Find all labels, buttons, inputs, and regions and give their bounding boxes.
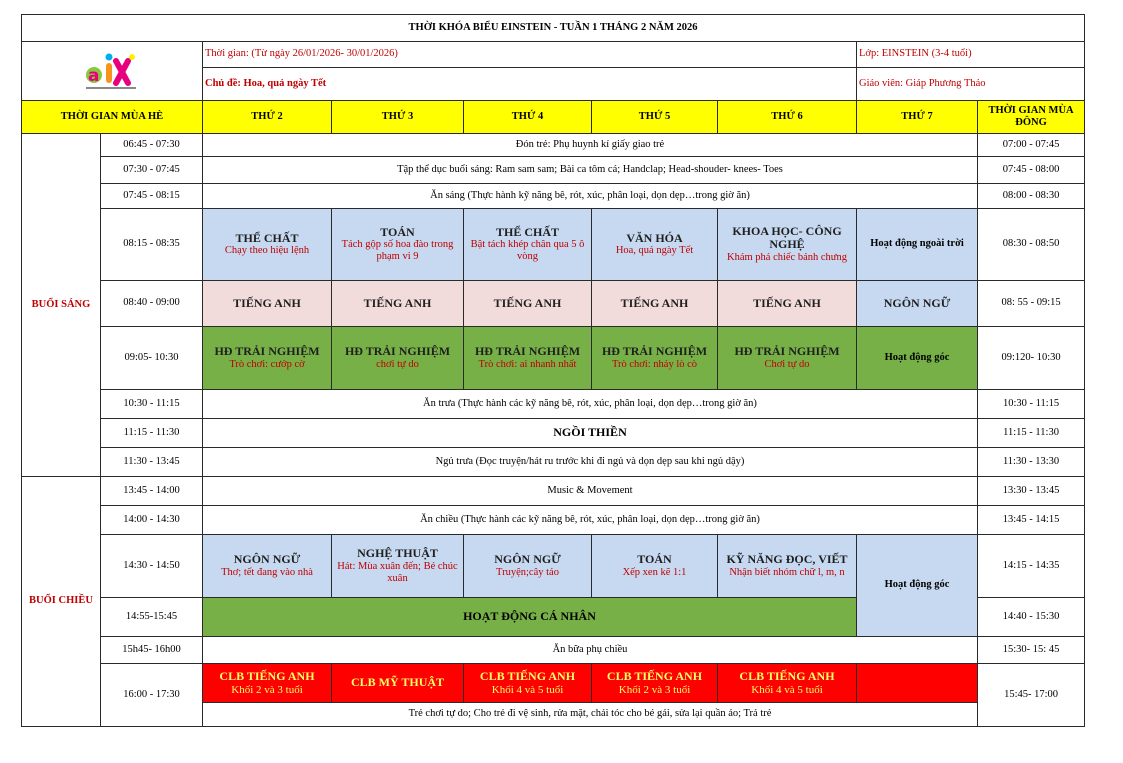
club-name: CLB TIẾNG ANH: [219, 668, 315, 683]
club-cell: [203, 664, 332, 703]
lesson-subject: TOÁN: [380, 224, 415, 239]
club-note: Khối 4 và 5 tuổi: [491, 683, 564, 696]
header-day: THỨ 3: [332, 101, 464, 134]
summer-time: 14:55-15:45: [101, 598, 203, 637]
lesson-note: Trò chơi: nhảy lò cò: [611, 358, 698, 370]
lesson-subject: TIẾNG ANH: [753, 295, 821, 310]
lesson-subject: NGÔN NGỮ: [883, 295, 951, 310]
summer-time: 11:15 - 11:30: [101, 419, 203, 448]
logo-cell: [22, 42, 203, 101]
table-row: [22, 664, 1085, 703]
lesson-subject: HĐ TRẢI NGHIỆM: [601, 344, 708, 359]
summer-time: 14:30 - 14:50: [101, 535, 203, 598]
table-row: [22, 134, 1085, 157]
activity: Ăn chiều (Thực hành các kỹ năng bê, rót, xúc, phân loại, dọn dẹp…trong giờ ăn): [203, 506, 978, 535]
activity: Music & Movement: [203, 477, 978, 506]
lesson-subject: TIẾNG ANH: [493, 295, 562, 310]
lesson-subject: NGÔN NGỮ: [233, 552, 301, 567]
lesson-subject: TOÁN: [637, 552, 672, 567]
lesson-cell: [718, 209, 857, 281]
lesson-cell: [332, 209, 464, 281]
lesson-subject: THỂ CHẤT: [235, 230, 299, 245]
winter-time: 07:00 - 07:45: [978, 134, 1085, 157]
summer-time: 08:15 - 08:35: [101, 209, 203, 281]
lesson-note: Tách gộp số hoa đào trong phạm vi 9: [341, 239, 454, 263]
lesson-note: Thơ; tết đang vào nhà: [221, 566, 313, 578]
activity: HOẠT ĐỘNG CÁ NHÂN: [203, 598, 857, 637]
header-winter: THỜI GIAN MÙA ĐÔNG: [978, 101, 1085, 134]
club-cell: [718, 664, 857, 703]
lesson-subject: KHOA HỌC- CÔNG NGHỆ: [732, 223, 842, 252]
club-name: CLB TIẾNG ANH: [739, 668, 835, 683]
club-name: CLB TIẾNG ANH: [479, 668, 576, 683]
winter-time: 08:00 - 08:30: [978, 184, 1085, 209]
lesson-subject: VĂN HÓA: [626, 230, 683, 245]
table-row: [22, 637, 1085, 664]
summer-time: 07:30 - 07:45: [101, 157, 203, 184]
lesson-subject: NGÔN NGỮ: [494, 552, 561, 567]
winter-time: 15:45- 17:00: [978, 664, 1085, 727]
winter-time: 15:30- 15: 45: [978, 637, 1085, 664]
lesson-cell: [203, 535, 332, 598]
logo-icon: [84, 49, 140, 93]
saturday-activity: Hoạt động góc: [857, 327, 978, 390]
header-day: THỨ 6: [718, 101, 857, 134]
lesson-subject: TIẾNG ANH: [620, 295, 689, 310]
lesson-cell: [332, 327, 464, 390]
lesson-cell: [718, 281, 857, 327]
lesson-cell: [718, 327, 857, 390]
summer-time: 06:45 - 07:30: [101, 134, 203, 157]
winter-time: 07:45 - 08:00: [978, 157, 1085, 184]
lesson-note: Chơi tự do: [764, 358, 810, 370]
summer-time: 14:00 - 14:30: [101, 506, 203, 535]
winter-time: 11:30 - 13:30: [978, 448, 1085, 477]
activity: Ăn bữa phụ chiều: [203, 637, 978, 664]
table-row: [22, 209, 1085, 281]
header-summer: THỜI GIAN MÙA HÈ: [22, 101, 203, 134]
summer-time: 10:30 - 11:15: [101, 390, 203, 419]
lesson-subject: THỂ CHẤT: [495, 224, 559, 239]
club-note: Khối 2 và 3 tuổi: [618, 683, 691, 696]
winter-time: 13:45 - 14:15: [978, 506, 1085, 535]
winter-time: 11:15 - 11:30: [978, 419, 1085, 448]
table-row: [22, 327, 1085, 390]
table-row: [22, 506, 1085, 535]
lesson-cell: [203, 327, 332, 390]
lesson-cell: [332, 535, 464, 598]
lesson-cell: [718, 535, 857, 598]
table-row: [22, 281, 1085, 327]
activity: Ăn sáng (Thực hành kỹ năng bê, rót, xúc, phân loại, dọn dẹp…trong giờ ăn): [203, 184, 978, 209]
saturday-activity: Hoạt động góc: [857, 535, 978, 637]
activity: Tập thể dục buổi sáng: Ram sam sam; Bài ca tôm cá; Handclap; Head-shouder- knees- Toes: [203, 157, 978, 184]
summer-time: 15h45- 16h00: [101, 637, 203, 664]
svg-text:a: a: [88, 66, 100, 86]
lesson-cell: [203, 209, 332, 281]
summer-time: 11:30 - 13:45: [101, 448, 203, 477]
table-row: [22, 419, 1085, 448]
lesson-cell: [203, 281, 332, 327]
lesson-cell: [592, 281, 718, 327]
winter-time: 14:15 - 14:35: [978, 535, 1085, 598]
header-day: THỨ 5: [592, 101, 718, 134]
club-cell-empty: [857, 664, 978, 703]
summer-time: 09:05- 10:30: [101, 327, 203, 390]
activity: Ăn trưa (Thực hành các kỹ năng bê, rót, xúc, phân loại, dọn dẹp…trong giờ ăn): [203, 390, 978, 419]
saturday-activity: Hoạt động ngoài trời: [857, 209, 978, 281]
time-range: Thời gian: (Từ ngày 26/01/2026- 30/01/2026): [203, 42, 857, 68]
lesson-subject: HĐ TRẢI NGHIỆM: [344, 344, 451, 359]
session-morning: BUỔI SÁNG: [22, 134, 101, 477]
lesson-cell: [464, 535, 592, 598]
summer-time: 07:45 - 08:15: [101, 184, 203, 209]
lesson-subject: HĐ TRẢI NGHIỆM: [474, 344, 581, 359]
school-logo: [24, 49, 200, 93]
winter-time: 08: 55 - 09:15: [978, 281, 1085, 327]
club-cell: [332, 664, 464, 703]
table-row: [22, 448, 1085, 477]
club-name: CLB MỸ THUẬT: [350, 675, 445, 690]
table-row: [22, 390, 1085, 419]
winter-time: 08:30 - 08:50: [978, 209, 1085, 281]
lesson-subject: TIẾNG ANH: [233, 295, 301, 310]
page-title: THỜI KHÓA BIỂU EINSTEIN - TUẦN 1 THÁNG 2 NĂM 2026: [22, 15, 1085, 42]
lesson-cell: [592, 535, 718, 598]
winter-time: 10:30 - 11:15: [978, 390, 1085, 419]
club-cell: [464, 664, 592, 703]
lesson-cell: [464, 281, 592, 327]
lesson-note: Truyện;cây táo: [496, 566, 559, 578]
topic: Chủ đề: Hoa, quả ngày Tết: [203, 68, 857, 101]
lesson-cell: [332, 281, 464, 327]
lesson-note: Trò chơi: ai nhanh nhất: [478, 358, 577, 370]
timetable: [21, 14, 1085, 727]
club-name: CLB TIẾNG ANH: [606, 668, 703, 683]
header-day: THỨ 7: [857, 101, 978, 134]
summer-time: 13:45 - 14:00: [101, 477, 203, 506]
lesson-subject: TIẾNG ANH: [363, 295, 432, 310]
lesson-cell: [464, 209, 592, 281]
winter-time: 14:40 - 15:30: [978, 598, 1085, 637]
lesson-cell: [592, 327, 718, 390]
lesson-subject: HĐ TRẢI NGHIỆM: [214, 344, 320, 359]
summer-time: 08:40 - 09:00: [101, 281, 203, 327]
lesson-note: Xếp xen kẽ 1:1: [622, 566, 687, 578]
lesson-subject: HĐ TRẢI NGHIỆM: [734, 344, 840, 359]
winter-time: 09:120- 10:30: [978, 327, 1085, 390]
activity: Đón trẻ: Phụ huynh kí giấy giao trẻ: [203, 134, 978, 157]
table-row: [22, 477, 1085, 506]
table-row: [22, 157, 1085, 184]
club-cell: [592, 664, 718, 703]
table-row: [22, 184, 1085, 209]
lesson-note: chơi tự do: [376, 358, 419, 370]
lesson-note: Chạy theo hiệu lệnh: [224, 245, 310, 257]
lesson-cell: [464, 327, 592, 390]
header-day: THỨ 4: [464, 101, 592, 134]
activity: Trẻ chơi tự do; Cho trẻ đi vệ sinh, rửa mặt, chải tóc cho bé gái, sửa lại quần áo; Trả trẻ: [203, 703, 978, 727]
summer-time: 16:00 - 17:30: [101, 664, 203, 727]
lesson-note: Hát: Mùa xuân đến; Bé chúc xuân: [337, 560, 458, 584]
activity: Ngủ trưa (Đọc truyện/hát ru trước khi đi ngủ và dọn dẹp sau khi ngủ dậy): [203, 448, 978, 477]
lesson-note: Trò chơi: cướp cờ: [229, 358, 305, 370]
lesson-note: Nhận biết nhóm chữ l, m, n: [729, 566, 845, 578]
lesson-subject: NGHỆ THUẬT: [357, 546, 438, 561]
club-note: Khối 2 và 3 tuổi: [231, 683, 303, 696]
lesson-note: Bật tách khép chân qua 5 ô vòng: [470, 239, 585, 263]
session-afternoon: BUỔI CHIỀU: [22, 477, 101, 727]
saturday-activity: [857, 281, 978, 327]
club-note: Khối 4 và 5 tuổi: [751, 683, 823, 696]
header-row: [22, 101, 1085, 134]
table-row: [22, 535, 1085, 598]
winter-time: 13:30 - 13:45: [978, 477, 1085, 506]
class-name: Lớp: EINSTEIN (3-4 tuổi): [857, 42, 1085, 68]
teacher: Giáo viên: Giáp Phương Thảo: [857, 68, 1085, 101]
activity: NGỒI THIỀN: [203, 419, 978, 448]
lesson-note: Hoa, quả ngày Tết: [615, 245, 694, 257]
header-day: THỨ 2: [203, 101, 332, 134]
lesson-cell: [592, 209, 718, 281]
lesson-note: Khám phá chiếc bánh chưng: [727, 252, 847, 264]
lesson-subject: KỸ NĂNG ĐỌC, VIẾT: [726, 552, 848, 567]
